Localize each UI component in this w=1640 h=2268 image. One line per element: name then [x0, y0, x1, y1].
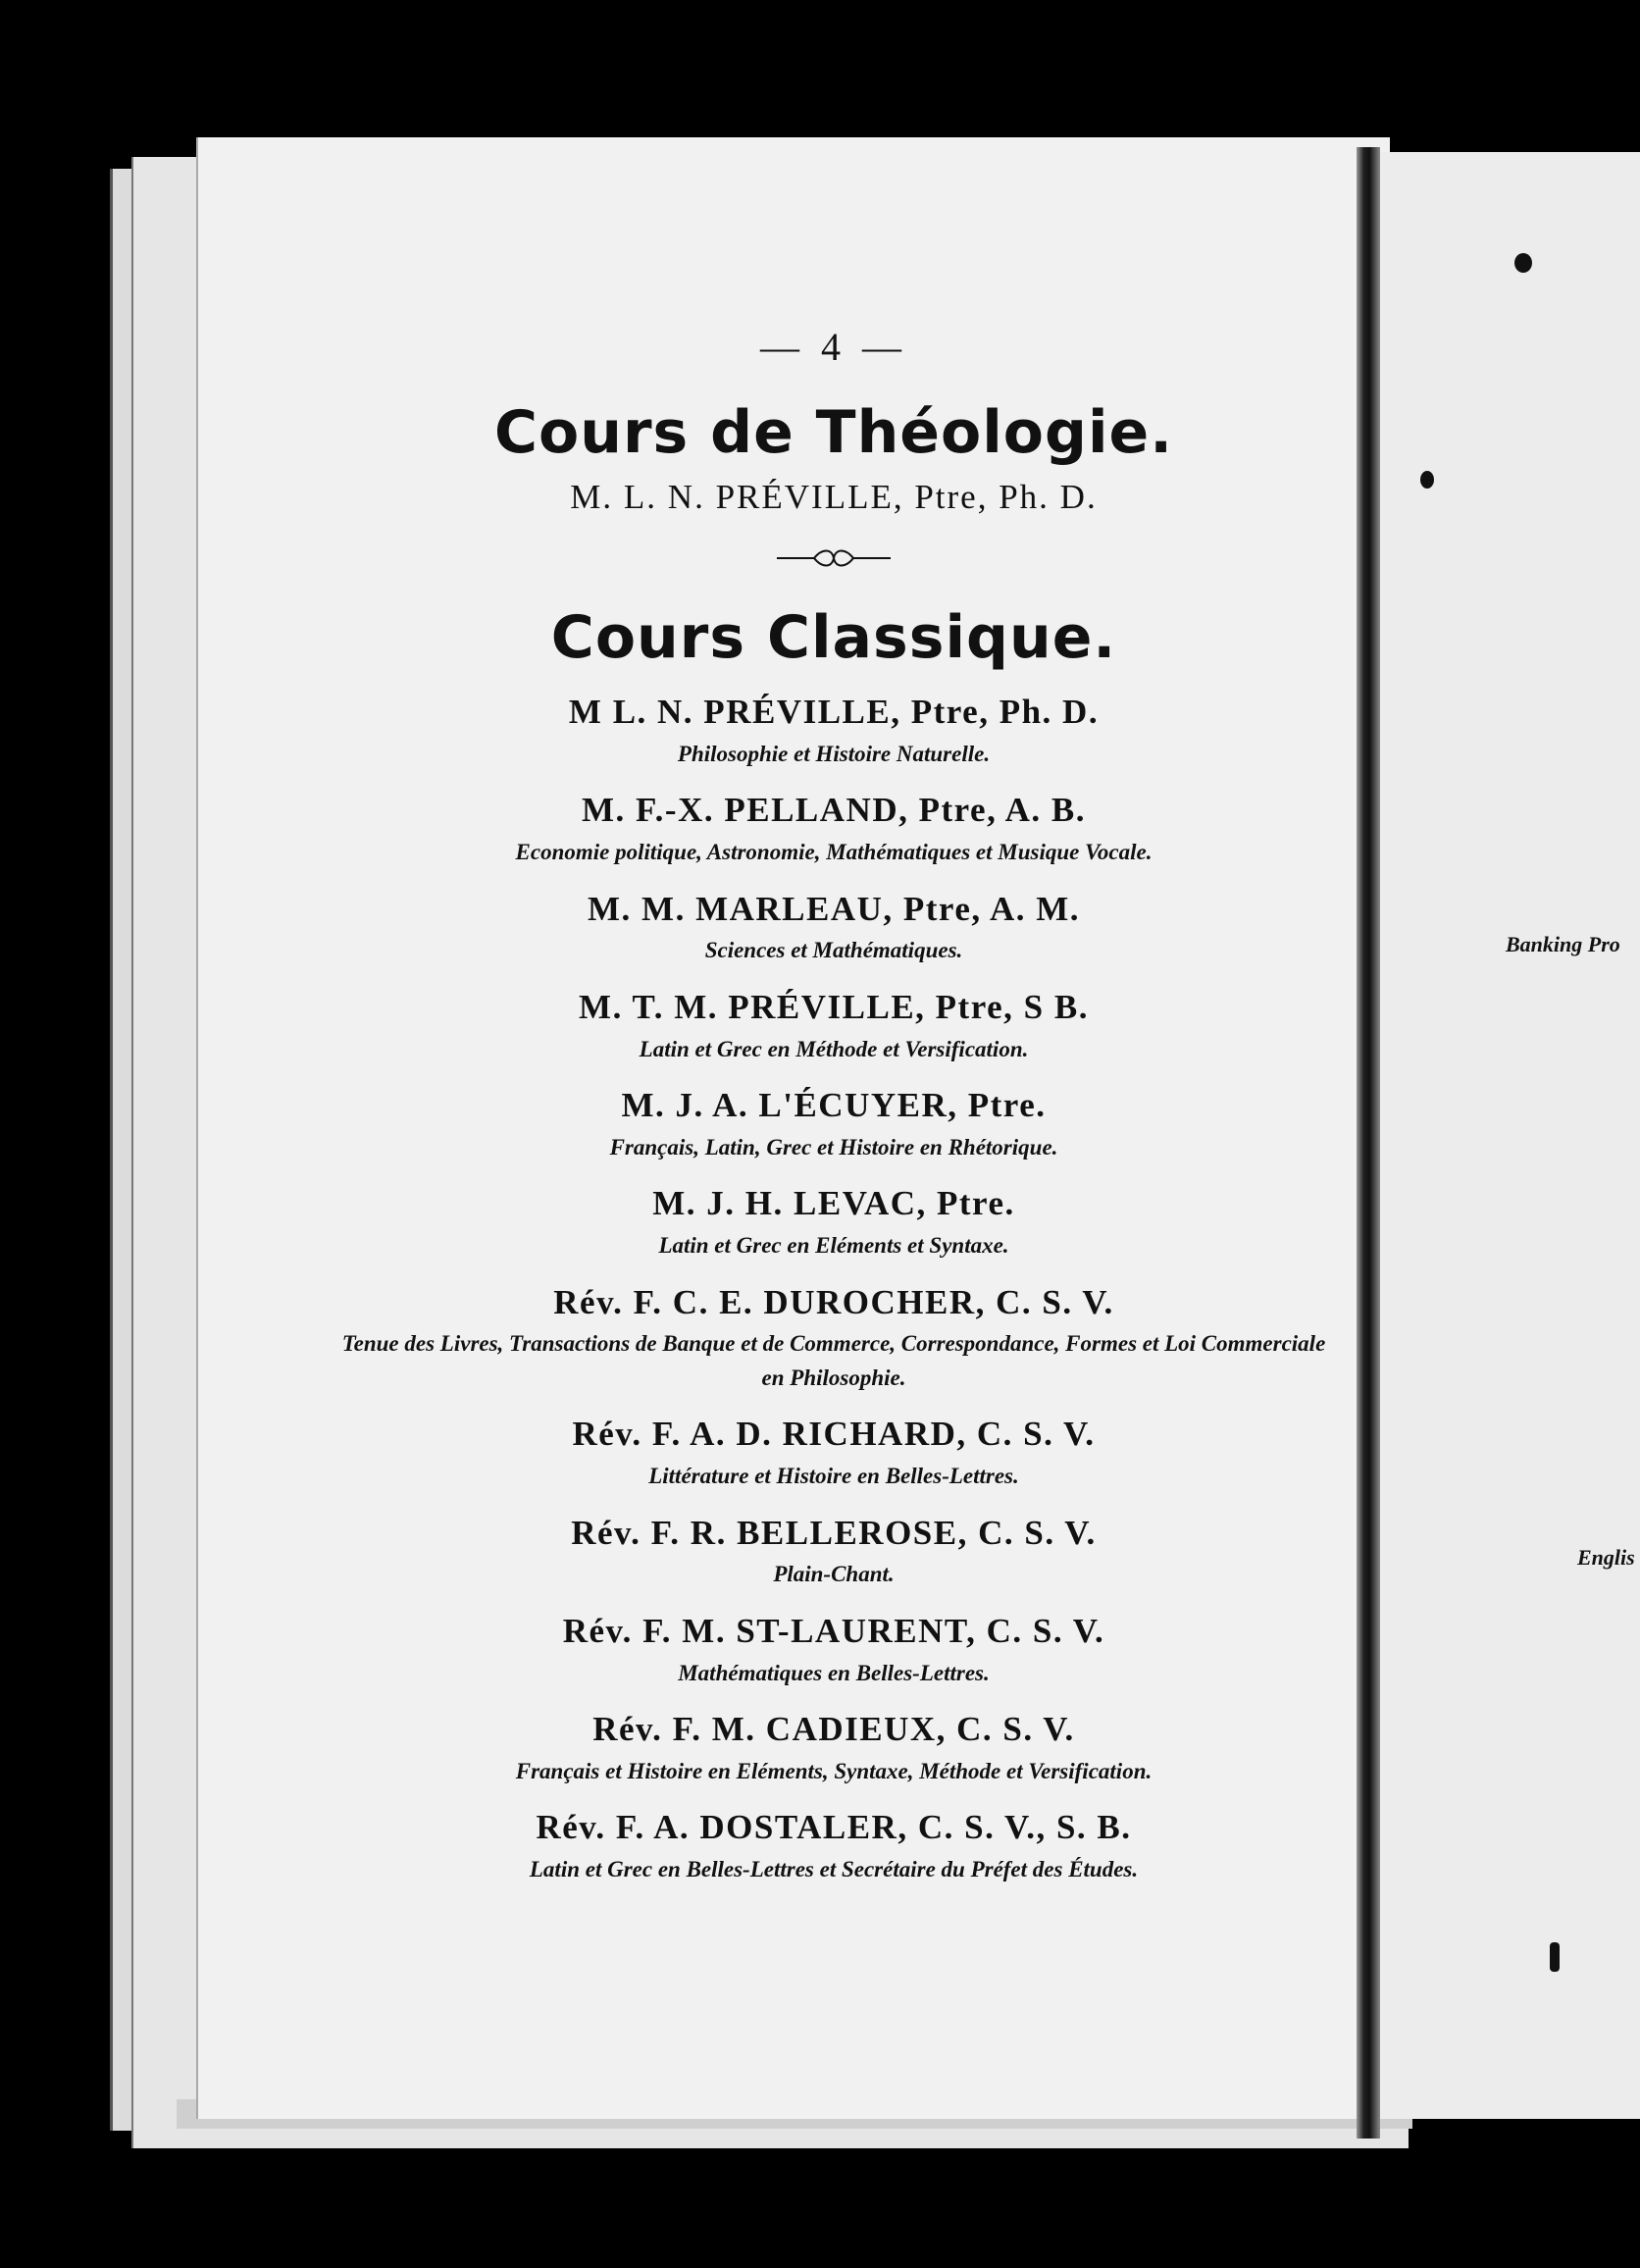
- staff-list: [333, 691, 1334, 1887]
- page-content: [333, 324, 1334, 1887]
- staff-role: Latin et Grec en Eléments et Syntaxe.: [658, 1233, 1009, 1258]
- staff-entry: [333, 1806, 1334, 1886]
- staff-role: Tenue des Livres, Transactions de Banque et de Commerce, Correspondance, Formes et Loi Commerciale en Philosophie.: [341, 1331, 1326, 1390]
- staff-entry: [333, 888, 1334, 968]
- staff-name: Rév. F. M. CADIEUX, C. S. V.: [592, 1710, 1075, 1748]
- staff-entry: [333, 1512, 1334, 1592]
- ink-blot: [1514, 253, 1532, 273]
- staff-name: Rév. F. C. E. DUROCHER, C. S. V.: [553, 1282, 1114, 1321]
- staff-role: Economie politique, Astronomie, Mathématiques et Musique Vocale.: [515, 840, 1153, 864]
- staff-entry: [333, 789, 1334, 869]
- ink-blot: [1550, 1942, 1560, 1972]
- staff-role: Mathématiques en Belles-Lettres.: [678, 1660, 990, 1685]
- staff-name: M L. N. PRÉVILLE, Ptre, Ph. D.: [568, 693, 1100, 731]
- staff-name: Rév. F. A. DOSTALER, C. S. V., S. B.: [536, 1808, 1132, 1847]
- staff-entry: [333, 1708, 1334, 1788]
- staff-role: Latin et Grec en Méthode et Versification.: [639, 1036, 1029, 1061]
- right-page-fragment: Banking Pro: [1506, 932, 1620, 956]
- staff-entry: [333, 1413, 1334, 1493]
- ornament-divider: [775, 546, 893, 570]
- staff-role: Français, Latin, Grec et Histoire en Rhétorique.: [609, 1134, 1058, 1160]
- right-page-fragment: Englis: [1577, 1545, 1635, 1570]
- classical-heading: Cours Classique.: [550, 603, 1117, 672]
- staff-name: Rév. F. A. D. RICHARD, C. S. V.: [572, 1415, 1096, 1454]
- staff-role: Latin et Grec en Belles-Lettres et Secrétaire du Préfet des Études.: [529, 1857, 1139, 1881]
- page-gutter: [1357, 147, 1380, 2139]
- staff-name: M. J. H. LEVAC, Ptre.: [652, 1184, 1015, 1223]
- staff-entry: [333, 1610, 1334, 1690]
- staff-entry: [333, 691, 1334, 771]
- theology-director: M. L. N. PRÉVILLE, Ptre, Ph. D.: [570, 478, 1098, 516]
- theology-heading: Cours de Théologie.: [493, 398, 1174, 467]
- staff-name: M. J. A. L'ÉCUYER, Ptre.: [621, 1086, 1047, 1124]
- staff-role: Français et Histoire en Eléments, Syntaxe, Méthode et Versification.: [515, 1758, 1153, 1783]
- staff-name: Rév. F. M. ST-LAURENT, C. S. V.: [562, 1611, 1105, 1650]
- staff-role: Littérature et Histoire en Belles-Lettres.: [648, 1464, 1019, 1488]
- staff-name: M. F.-X. PELLAND, Ptre, A. B.: [581, 791, 1087, 830]
- staff-name: M. M. MARLEAU, Ptre, A. M.: [588, 889, 1080, 928]
- staff-name: Rév. F. R. BELLEROSE, C. S. V.: [571, 1513, 1097, 1552]
- staff-role: Philosophie et Histoire Naturelle.: [677, 741, 991, 766]
- staff-entry: [333, 1084, 1334, 1164]
- staff-role: Plain-Chant.: [773, 1562, 895, 1587]
- staff-role: Sciences et Mathématiques.: [704, 938, 963, 963]
- right-page: [1378, 152, 1640, 2119]
- ink-blot: [1420, 471, 1434, 489]
- page-number: — 4 —: [760, 325, 907, 369]
- staff-entry: [333, 1281, 1334, 1396]
- staff-entry: [333, 986, 1334, 1066]
- staff-name: M. T. M. PRÉVILLE, Ptre, S B.: [579, 987, 1089, 1026]
- staff-entry: [333, 1182, 1334, 1263]
